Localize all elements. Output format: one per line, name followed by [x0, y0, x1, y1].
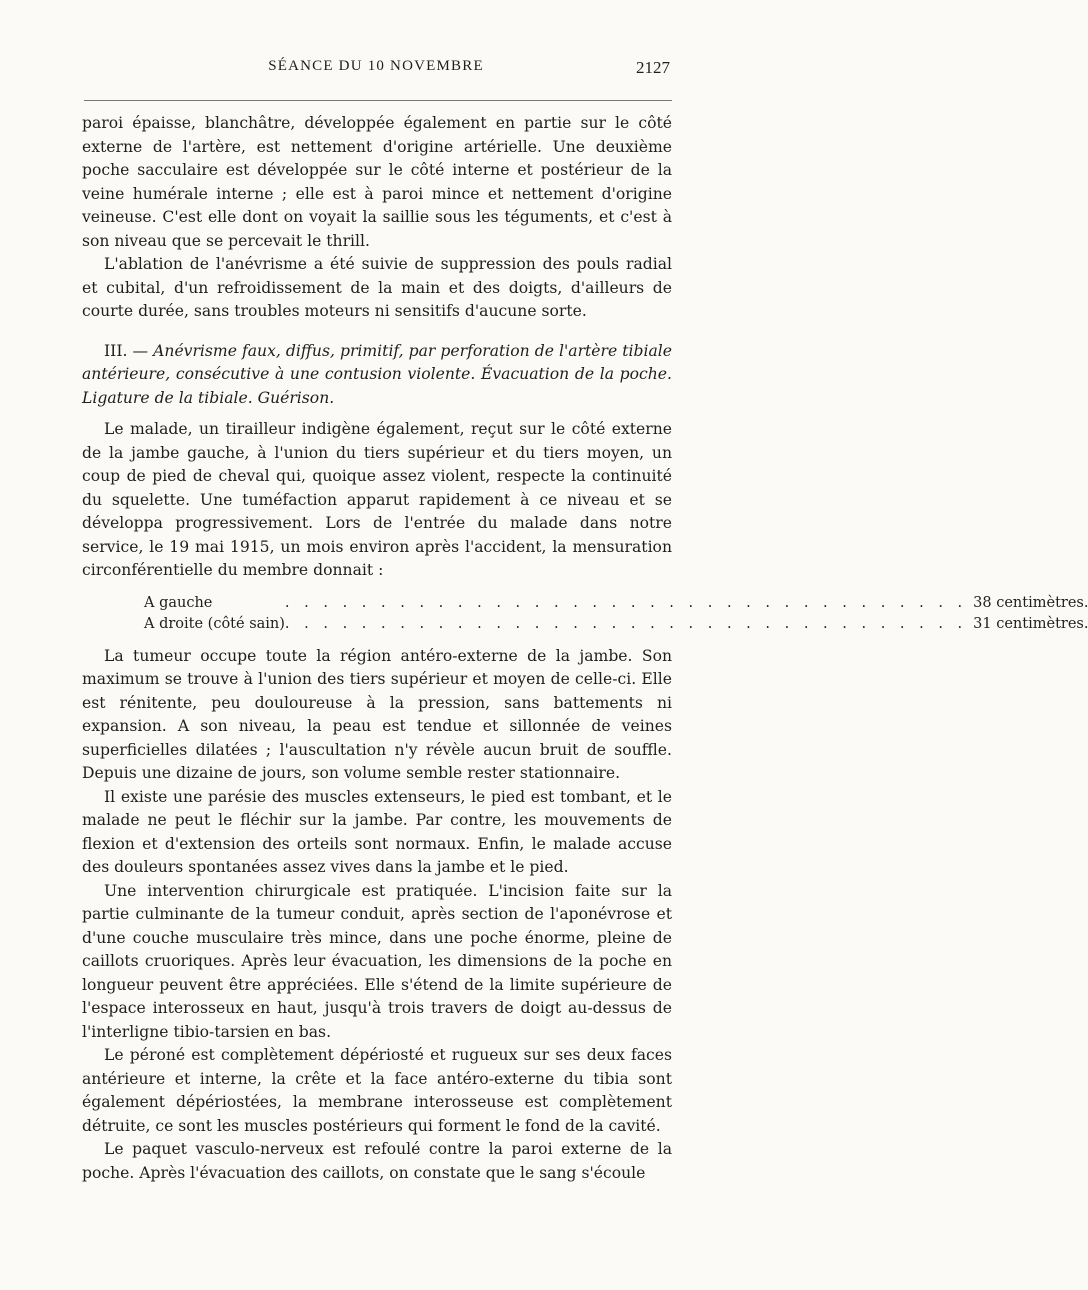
paragraph: Il existe une parésie des muscles extenseurs, le pied est tombant, et le malade ne peut le fléchir sur la jambe. Par contre, les mouvements de flexion et d'extension des orteils sont normaux. Enfin, le malade accuse des douleurs spontanées assez vives dans la jambe et le pied.: [82, 787, 672, 876]
section-title: Anévrisme faux, diffus, primitif, par perforation de l'artère tibiale antérieure, consécutive à une contusion violente. Évacuation de la poche. Ligature de la tibiale. Guérison.: [82, 341, 672, 407]
paragraph: Une intervention chirurgicale est pratiquée. L'incision faite sur la partie culminante de la tumeur conduit, après section de l'aponévrose et d'une couche musculaire très mince, dans une poche énorme, pleine de caillots cruoriques. Après leur évacuation, les dimensions de la poche en longueur peuvent être appréciées. Elle s'étend de la limite supérieure de l'espace interosseux en haut, jusqu'à trois travers de doigt au-dessus de l'interligne tibio-tarsien en bas.: [82, 881, 672, 1041]
paragraph: La tumeur occupe toute la région antéro-externe de la jambe. Son maximum se trouve à l'union des tiers supérieur et moyen de celle-ci. Elle est rénitente, peu douloureuse à la pression, sans battements ni expansion. A son niveau, la peau est tendue et sillonnée de veines superficielles dilatées ; l'auscultation n'y révèle aucun bruit de souffle. Depuis une dizaine de jours, son volume semble rester stationnaire.: [82, 646, 672, 782]
page-number: 2127: [636, 58, 670, 77]
section-heading: [82, 340, 672, 411]
paragraph: Le péroné est complètement dépériosté et rugueux sur ses deux faces antérieure et interne, la crête et la face antéro-externe du tibia sont également dépériostées, la membrane interosseuse est complètement détruite, ce sont les muscles postérieurs qui forment le fond de la cavité.: [82, 1046, 672, 1135]
measurement-row: [144, 614, 1088, 635]
leader-dots: . . . . . . . . . . . . . . . . . . . . . . . . . . . . . . . . . . . .: [284, 594, 968, 611]
measurement-table: [144, 593, 1088, 635]
paragraph: Le malade, un tirailleur indigène également, reçut sur le côté externe de la jambe gauche, à l'union du tiers supérieur et du tiers moyen, un coup de pied de cheval qui, quoique assez violent, respecte la continuité du squelette. Une tuméfaction apparut rapidement à ce niveau et se développa progressivement. Lors de l'entrée du malade dans notre service, le 19 mai 1915, un mois environ après l'accident, la mensuration circonférentielle du membre donnait :: [82, 420, 672, 579]
header-rule: [84, 100, 672, 101]
section-number: III. —: [104, 341, 154, 360]
header-title: SÉANCE DU 10 NOVEMBRE: [268, 58, 484, 74]
measurement-label: A droite (côté sain): [144, 615, 285, 632]
leader-dots: . . . . . . . . . . . . . . . . . . . . . . . . . . . . . . . . . . . .: [284, 615, 968, 632]
paragraph: paroi épaisse, blanchâtre, développée également en partie sur le côté externe de l'artère, est nettement d'origine artérielle. Une deuxième poche sacculaire est développée sur le côté interne et postérieur de la veine humérale interne ; elle est à paroi mince et nettement d'origine veineuse. C'est elle dont on voyait la saillie sous les téguments, et c'est à son niveau que se percevait le thrill.: [82, 114, 672, 250]
measurement-label: A gauche: [144, 594, 213, 611]
paragraph: Le paquet vasculo-nerveux est refoulé contre la paroi externe de la poche. Après l'évacuation des caillots, on constate que le sang s'écoule: [82, 1140, 672, 1182]
measurement-value: 31 centimètres.: [973, 615, 1088, 632]
measurement-row: [144, 593, 1088, 614]
measurement-value: 38 centimètres.: [973, 594, 1088, 611]
paragraph: L'ablation de l'anévrisme a été suivie de suppression des pouls radial et cubital, d'un refroidissement de la main et des doigts, d'ailleurs de courte durée, sans troubles moteurs ni sensitifs d'aucune sorte.: [82, 255, 672, 320]
running-header: [82, 58, 670, 84]
page-body: [82, 112, 1088, 1185]
